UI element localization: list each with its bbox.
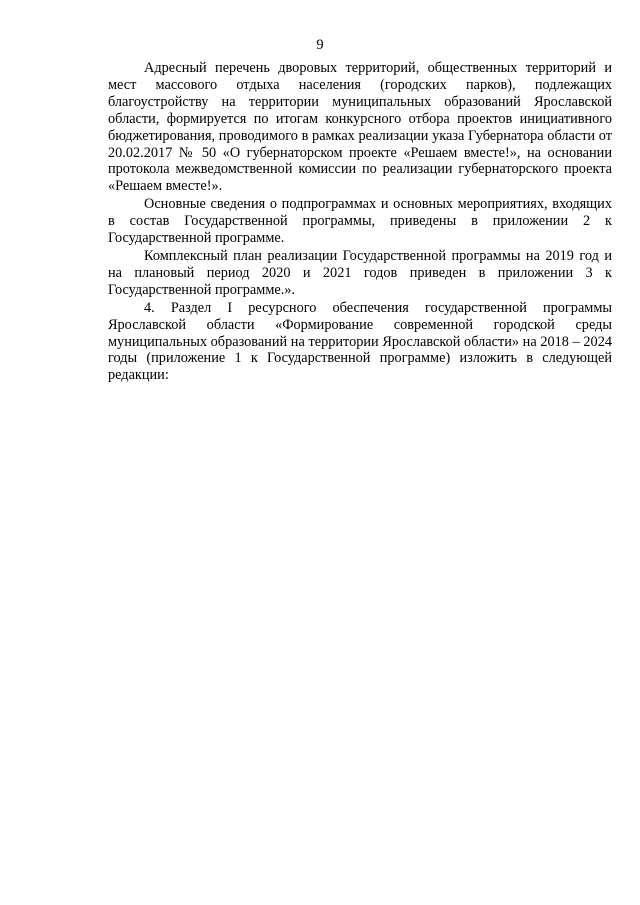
paragraph-section-amendment: 4. Раздел I ресурсного обеспечения государственной программы Ярославской области «Формирование современной городской среды муниципальных образований на территории Ярославской области» на 2018 – 2024 годы (приложение 1 к Государственной программе) изложить в следующей редакции: — [108, 299, 612, 384]
page-number: 9 — [316, 37, 324, 53]
paragraph-subprograms-info: Основные сведения о подпрограммах и основных мероприятиях, входящих в состав Государственной программы, приведены в приложении 2 к Государственной программе. — [108, 196, 612, 247]
paragraph-address-list: Адресный перечень дворовых территорий, общественных территорий и мест массового отдыха населения (городских парков), подлежащих благоустройству на территории муниципальных образований Ярославской области, формируется по итогам конкурсного отбора проектов инициативного бюджетирования, проводимого в рамках реализации указа Губернатора области от 20.02.2017 № 50 «О губернаторском проекте «Решаем вместе!», на основании протокола межведомственной комиссии по реализации губернаторского проекта «Решаем вместе!». — [108, 60, 612, 195]
paragraph-complex-plan: Комплексный план реализации Государственной программы на 2019 год и на плановый период 2020 и 2021 годов приведен в приложении 3 к Государственной программе.». — [108, 247, 612, 298]
document-body — [108, 60, 612, 384]
